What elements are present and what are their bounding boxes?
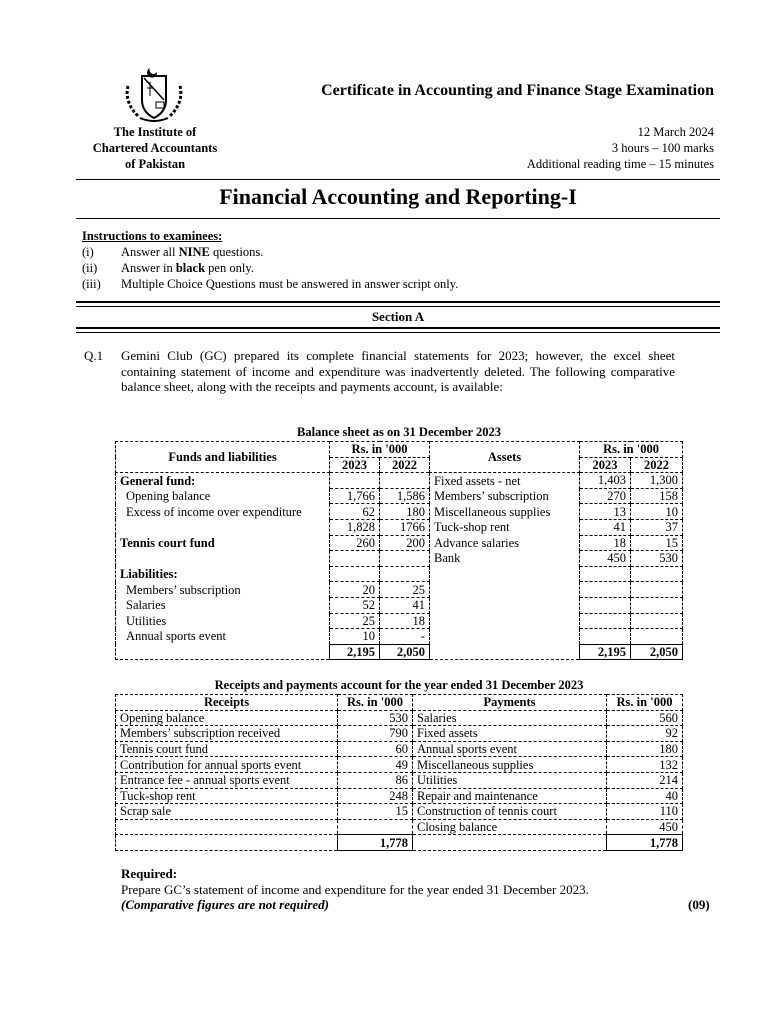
- instruction-item: [82, 244, 722, 260]
- value-2022: -: [380, 629, 430, 645]
- value-2022: [380, 551, 430, 567]
- receipts-payments-header-row: [116, 695, 683, 711]
- value-2022: 158: [631, 488, 683, 504]
- value-2022: 530: [631, 551, 683, 567]
- value-2022: 200: [380, 535, 430, 551]
- year-header: 2023: [580, 457, 631, 473]
- value-2022: 41: [380, 597, 430, 613]
- value-2022: 180: [380, 504, 430, 520]
- receipt-label: Tuck-shop rent: [116, 788, 338, 804]
- assets-header: Assets: [430, 442, 580, 473]
- receipts-payments-row: [116, 710, 683, 726]
- value-2023: 1,828: [330, 519, 380, 535]
- header-divider: [76, 179, 720, 180]
- receipts-payments-title: Receipts and payments account for the year ended 31 December 2023: [214, 678, 584, 692]
- value-2023: 25: [330, 613, 380, 629]
- value-2022: [631, 582, 683, 598]
- receipts-header: Receipts: [116, 695, 338, 711]
- instruction-number: (iii): [82, 277, 101, 291]
- value-2022: [631, 597, 683, 613]
- fund-liability-label: Tennis court fund: [116, 535, 330, 551]
- asset-label: Advance salaries: [430, 535, 580, 551]
- total-label-cell: [430, 644, 580, 660]
- receipt-value: 790: [338, 726, 413, 742]
- instruction-number: (ii): [82, 261, 98, 275]
- value-2022: 1,586: [380, 488, 430, 504]
- institute-name: [60, 124, 250, 172]
- value-2023: 1,766: [330, 488, 380, 504]
- total-value: 2,050: [380, 644, 430, 660]
- asset-label: [430, 597, 580, 613]
- balance-sheet-total-row: [116, 644, 683, 660]
- instructions: [82, 228, 722, 292]
- exam-date: 12 March 2024: [637, 125, 714, 139]
- balance-sheet-table: [115, 441, 683, 660]
- payment-value: 132: [607, 757, 683, 773]
- receipt-value: 49: [338, 757, 413, 773]
- fund-liability-label: Salaries: [116, 597, 330, 613]
- value-2022: [631, 629, 683, 645]
- value-2023: 41: [580, 519, 631, 535]
- asset-label: [430, 629, 580, 645]
- fund-liability-label: General fund:: [116, 473, 330, 489]
- instruction-text: Answer all: [121, 245, 179, 259]
- funds-liabilities-header: Funds and liabilities: [116, 442, 330, 473]
- value-2022: [631, 613, 683, 629]
- unit-header: Rs. in '000: [330, 442, 430, 458]
- receipts-payments-row: [116, 819, 683, 835]
- receipt-label: Opening balance: [116, 710, 338, 726]
- payments-header: Payments: [413, 695, 607, 711]
- fund-liability-label: Annual sports event: [116, 629, 330, 645]
- receipt-label: Scrap sale: [116, 804, 338, 820]
- value-2023: [330, 551, 380, 567]
- balance-sheet-row: [116, 535, 683, 551]
- balance-sheet-row: [116, 566, 683, 582]
- balance-sheet-row: [116, 519, 683, 535]
- total-value: 2,050: [631, 644, 683, 660]
- total-label-cell: [116, 835, 338, 851]
- balance-sheet-row: [116, 488, 683, 504]
- fund-liability-label: Opening balance: [116, 488, 330, 504]
- section-divider-top: [76, 301, 720, 307]
- balance-sheet-row: [116, 473, 683, 489]
- payment-value: 110: [607, 804, 683, 820]
- payment-label: Closing balance: [413, 819, 607, 835]
- balance-sheet-header-row: [116, 442, 683, 458]
- institute-line: of Pakistan: [124, 157, 186, 171]
- receipts-payments-total-row: [116, 835, 683, 851]
- payment-label: Miscellaneous supplies: [413, 757, 607, 773]
- value-2022: [380, 473, 430, 489]
- value-2022: 37: [631, 519, 683, 535]
- receipts-payments-row: [116, 757, 683, 773]
- receipt-value: 60: [338, 741, 413, 757]
- asset-label: Members’ subscription: [430, 488, 580, 504]
- paper-title: Financial Accounting and Reporting-I: [219, 184, 577, 209]
- instruction-text: Answer in: [121, 261, 176, 275]
- balance-sheet-row: [116, 629, 683, 645]
- payment-value: 40: [607, 788, 683, 804]
- asset-label: [430, 582, 580, 598]
- value-2023: 18: [580, 535, 631, 551]
- value-2023: 52: [330, 597, 380, 613]
- payment-label: Utilities: [413, 772, 607, 788]
- receipts-payments-row: [116, 788, 683, 804]
- payment-value: 214: [607, 772, 683, 788]
- unit-header: Rs. in '000: [580, 442, 683, 458]
- value-2022: 18: [380, 613, 430, 629]
- asset-label: Bank: [430, 551, 580, 567]
- receipt-value: 248: [338, 788, 413, 804]
- balance-sheet-row: [116, 582, 683, 598]
- fund-liability-label: [116, 551, 330, 567]
- value-2023: 62: [330, 504, 380, 520]
- value-2023: [580, 566, 631, 582]
- value-2022: 25: [380, 582, 430, 598]
- receipt-label: Members’ subscription received: [116, 726, 338, 742]
- value-2022: 1766: [380, 519, 430, 535]
- instruction-item: [82, 276, 722, 292]
- value-2022: [380, 566, 430, 582]
- question-text: Gemini Club (GC) prepared its complete financial statements for 2023; however, the excel sheet containing statement of income and expenditure was inadvertently deleted. The following comparative balance sheet, along with the receipts and payments account, is available:: [121, 348, 675, 394]
- fund-liability-label: Utilities: [116, 613, 330, 629]
- section-divider-bottom: [76, 327, 720, 333]
- total-value: 2,195: [580, 644, 631, 660]
- value-2023: [330, 566, 380, 582]
- receipts-payments-row: [116, 804, 683, 820]
- asset-label: Tuck-shop rent: [430, 519, 580, 535]
- receipt-value: 530: [338, 710, 413, 726]
- balance-sheet-row: [116, 613, 683, 629]
- receipts-total: 1,778: [338, 835, 413, 851]
- value-2023: 450: [580, 551, 631, 567]
- fund-liability-label: Liabilities:: [116, 566, 330, 582]
- fund-liability-label: Excess of income over expenditure: [116, 504, 330, 520]
- receipt-label: Contribution for annual sports event: [116, 757, 338, 773]
- required-block: [121, 866, 715, 913]
- value-2023: 20: [330, 582, 380, 598]
- payment-value: 180: [607, 741, 683, 757]
- asset-label: Miscellaneous supplies: [430, 504, 580, 520]
- exam-meta: [420, 124, 714, 172]
- fund-liability-label: [116, 519, 330, 535]
- required-heading: Required:: [121, 866, 178, 881]
- balance-sheet-row: [116, 597, 683, 613]
- value-2022: 15: [631, 535, 683, 551]
- payment-label: Fixed assets: [413, 726, 607, 742]
- year-header: 2022: [380, 457, 430, 473]
- payment-value: 560: [607, 710, 683, 726]
- receipt-value: 15: [338, 804, 413, 820]
- value-2023: [580, 582, 631, 598]
- required-text: Prepare GC’s statement of income and expenditure for the year ended 31 December 2023.: [121, 881, 589, 897]
- institute-logo-icon: [120, 66, 188, 122]
- value-2023: 1,403: [580, 473, 631, 489]
- value-2023: 13: [580, 504, 631, 520]
- receipt-label: Tennis court fund: [116, 741, 338, 757]
- fund-liability-label: Members’ subscription: [116, 582, 330, 598]
- receipt-value: [338, 819, 413, 835]
- section-title: Section A: [371, 309, 425, 324]
- instruction-text: Multiple Choice Questions must be answered in answer script only.: [121, 277, 459, 291]
- receipt-value: 86: [338, 772, 413, 788]
- balance-sheet-title: Balance sheet as on 31 December 2023: [297, 425, 501, 439]
- value-2022: 10: [631, 504, 683, 520]
- instruction-text: questions.: [209, 245, 264, 259]
- value-2023: [330, 473, 380, 489]
- institute-line: Chartered Accountants: [92, 141, 218, 155]
- value-2023: 260: [330, 535, 380, 551]
- total-label-cell: [116, 644, 330, 660]
- asset-label: Fixed assets - net: [430, 473, 580, 489]
- payment-label: Construction of tennis court: [413, 804, 607, 820]
- receipt-label: Entrance fee - annual sports event: [116, 772, 338, 788]
- institute-line: The Institute of: [113, 125, 197, 139]
- instructions-heading: Instructions to examinees:: [82, 229, 223, 243]
- balance-sheet-row: [116, 504, 683, 520]
- value-2023: [580, 629, 631, 645]
- total-value: 2,195: [330, 644, 380, 660]
- receipts-payments-row: [116, 726, 683, 742]
- value-2023: [580, 613, 631, 629]
- title-divider: [76, 218, 720, 219]
- instruction-emphasis: black: [175, 261, 206, 275]
- unit-header: Rs. in '000: [338, 695, 413, 711]
- instruction-text: pen only.: [205, 261, 254, 275]
- exam-title: Certificate in Accounting and Finance Stage Examination: [321, 82, 714, 99]
- instruction-emphasis: NINE: [178, 245, 210, 259]
- payment-value: 450: [607, 819, 683, 835]
- value-2023: 10: [330, 629, 380, 645]
- value-2023: 270: [580, 488, 631, 504]
- year-header: 2023: [330, 457, 380, 473]
- asset-label: [430, 613, 580, 629]
- asset-label: [430, 566, 580, 582]
- reading-time: Additional reading time – 15 minutes: [526, 157, 714, 171]
- instruction-item: [82, 260, 722, 276]
- receipt-label: [116, 819, 338, 835]
- question-marks: (09): [688, 897, 710, 912]
- question-number: Q.1: [84, 348, 104, 363]
- payment-value: 92: [607, 726, 683, 742]
- value-2022: 1,300: [631, 473, 683, 489]
- unit-header: Rs. in '000: [607, 695, 683, 711]
- payment-label: Repair and maintenance: [413, 788, 607, 804]
- required-note: (Comparative figures are not required): [121, 897, 329, 912]
- receipts-payments-table: [115, 694, 683, 851]
- value-2023: [580, 597, 631, 613]
- value-2022: [631, 566, 683, 582]
- receipts-payments-row: [116, 772, 683, 788]
- payment-label: Salaries: [413, 710, 607, 726]
- payments-total: 1,778: [607, 835, 683, 851]
- balance-sheet-row: [116, 551, 683, 567]
- year-header: 2022: [631, 457, 683, 473]
- instruction-number: (i): [82, 245, 94, 259]
- total-label-cell: [413, 835, 607, 851]
- exam-duration: 3 hours – 100 marks: [611, 141, 714, 155]
- payment-label: Annual sports event: [413, 741, 607, 757]
- receipts-payments-row: [116, 741, 683, 757]
